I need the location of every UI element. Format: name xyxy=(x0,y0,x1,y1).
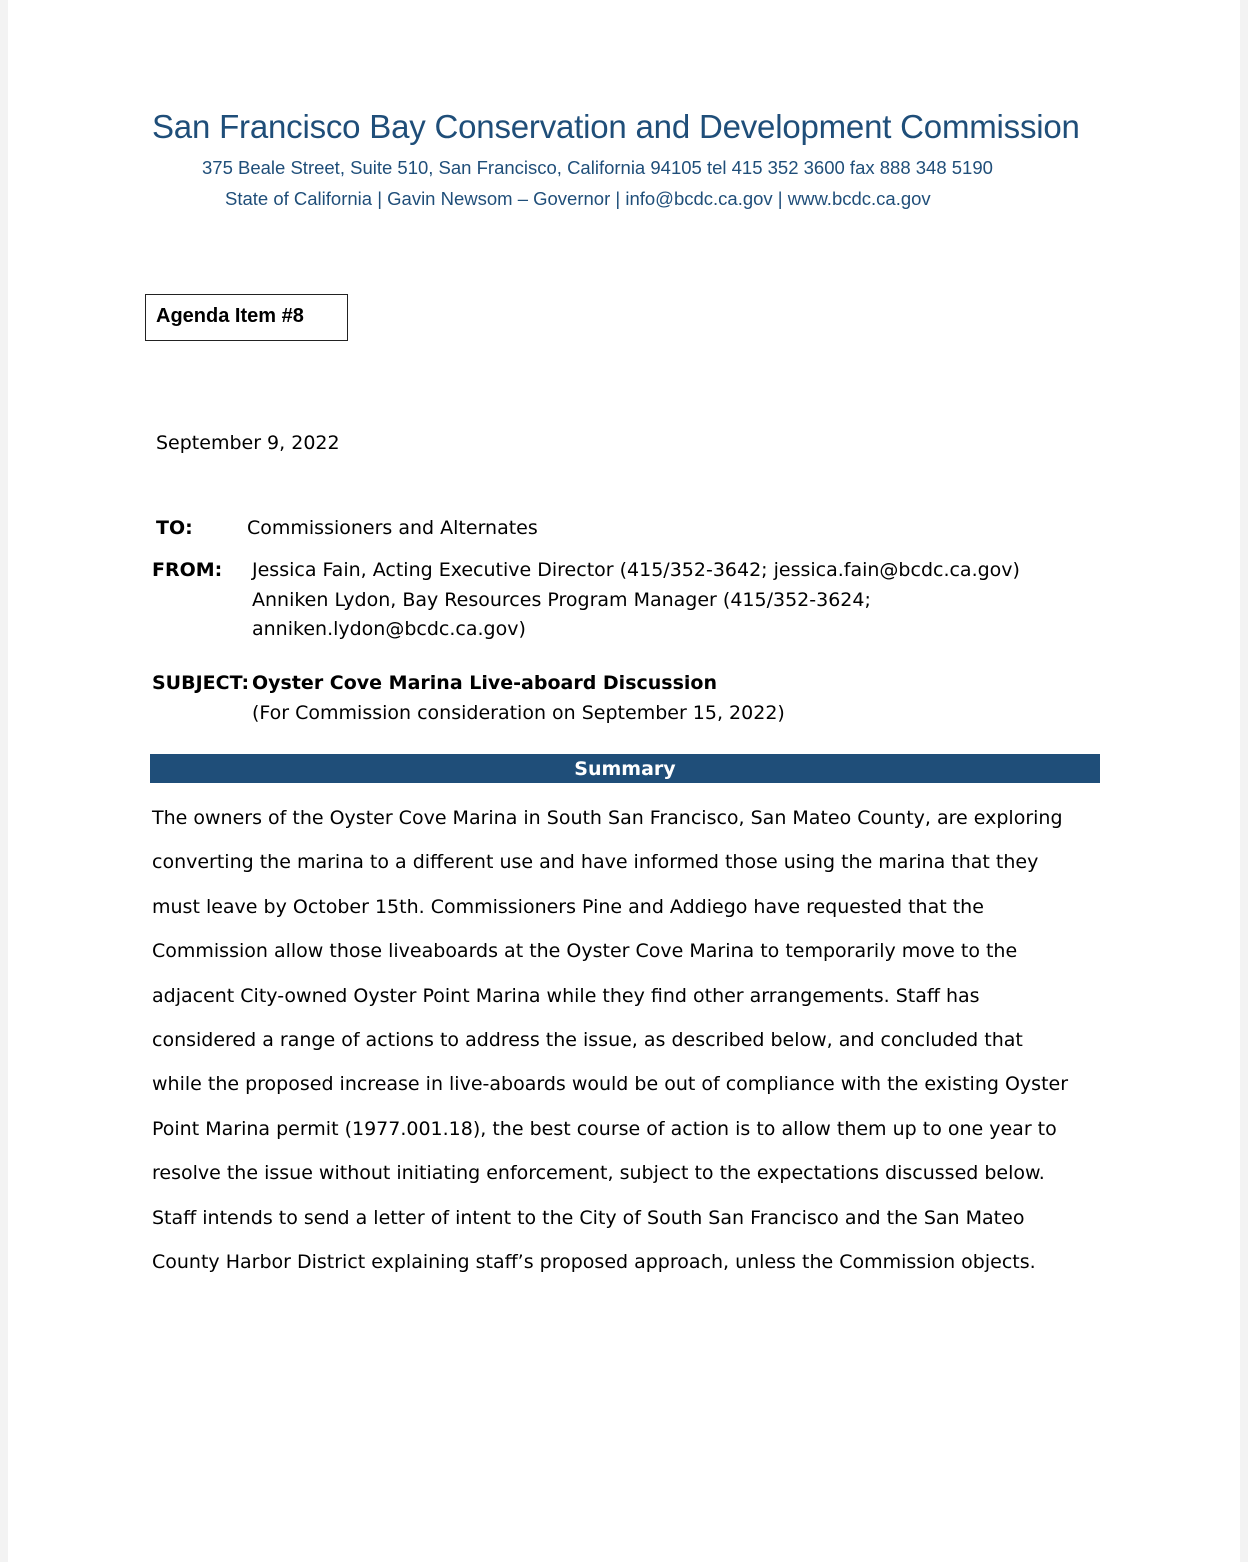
memo-subject-note: (For Commission consideration on September 15, 2022) xyxy=(252,702,785,724)
summary-line: resolve the issue without initiating enforcement, subject to the expectations discussed below. xyxy=(152,1162,1045,1185)
summary-line: Point Marina permit (1977.001.18), the best course of action is to allow them up to one year to xyxy=(152,1117,1057,1140)
summary-line: Staff intends to send a letter of intent to the City of South San Francisco and the San Mateo xyxy=(152,1206,1025,1229)
agenda-item-box: Agenda Item #8 xyxy=(145,294,348,341)
summary-line: considered a range of actions to address the issue, as described below, and concluded that xyxy=(152,1029,1023,1052)
memo-subject-title: Oyster Cove Marina Live-aboard Discussion xyxy=(252,672,718,694)
summary-line: adjacent City-owned Oyster Point Marina while they find other arrangements. Staff has xyxy=(152,984,980,1007)
summary-line: while the proposed increase in live-aboards would be out of compliance with the existing Oyster xyxy=(152,1073,1069,1096)
page-right-edge xyxy=(1240,0,1248,1562)
memo-from-line: Anniken Lydon, Bay Resources Program Manager (415/352-3624; xyxy=(252,589,871,611)
summary-paragraph xyxy=(152,796,1112,1284)
memo-from-line: anniken.lydon@bcdc.ca.gov) xyxy=(252,618,526,640)
summary-line: Commission allow those liveaboards at the Oyster Cove Marina to temporarily move to the xyxy=(152,940,1018,963)
summary-line: The owners of the Oyster Cove Marina in South San Francisco, San Mateo County, are exploring xyxy=(152,807,1063,829)
memo-date: September 9, 2022 xyxy=(156,432,340,454)
summary-line: must leave by October 15th. Commissioners Pine and Addiego have requested that the xyxy=(152,895,984,918)
summary-line: County Harbor District explaining staff’s proposed approach, unless the Commission objects. xyxy=(152,1251,1036,1274)
summary-line: converting the marina to a different use and have informed those using the marina that they xyxy=(152,851,1039,874)
memo-from-label: FROM: xyxy=(152,559,223,581)
memo-to-value: Commissioners and Alternates xyxy=(247,517,538,539)
memo-to-label: TO: xyxy=(156,517,193,539)
organization-address: 375 Beale Street, Suite 510, San Francisco, California 94105 tel 415 352 3600 fax 888 348 5190 xyxy=(202,157,993,178)
organization-contact-line: State of California | Gavin Newsom – Governor | info@bcdc.ca.gov | www.bcdc.ca.gov xyxy=(225,188,931,209)
memo-subject-label: SUBJECT: xyxy=(152,672,250,694)
page-left-edge xyxy=(0,0,8,1562)
organization-name: San Francisco Bay Conservation and Development Commission xyxy=(152,108,1080,145)
summary-heading-bar: Summary xyxy=(150,754,1100,783)
memo-from-line: Jessica Fain, Acting Executive Director (415/352-3642; jessica.fain@bcdc.ca.gov) xyxy=(252,559,1020,581)
